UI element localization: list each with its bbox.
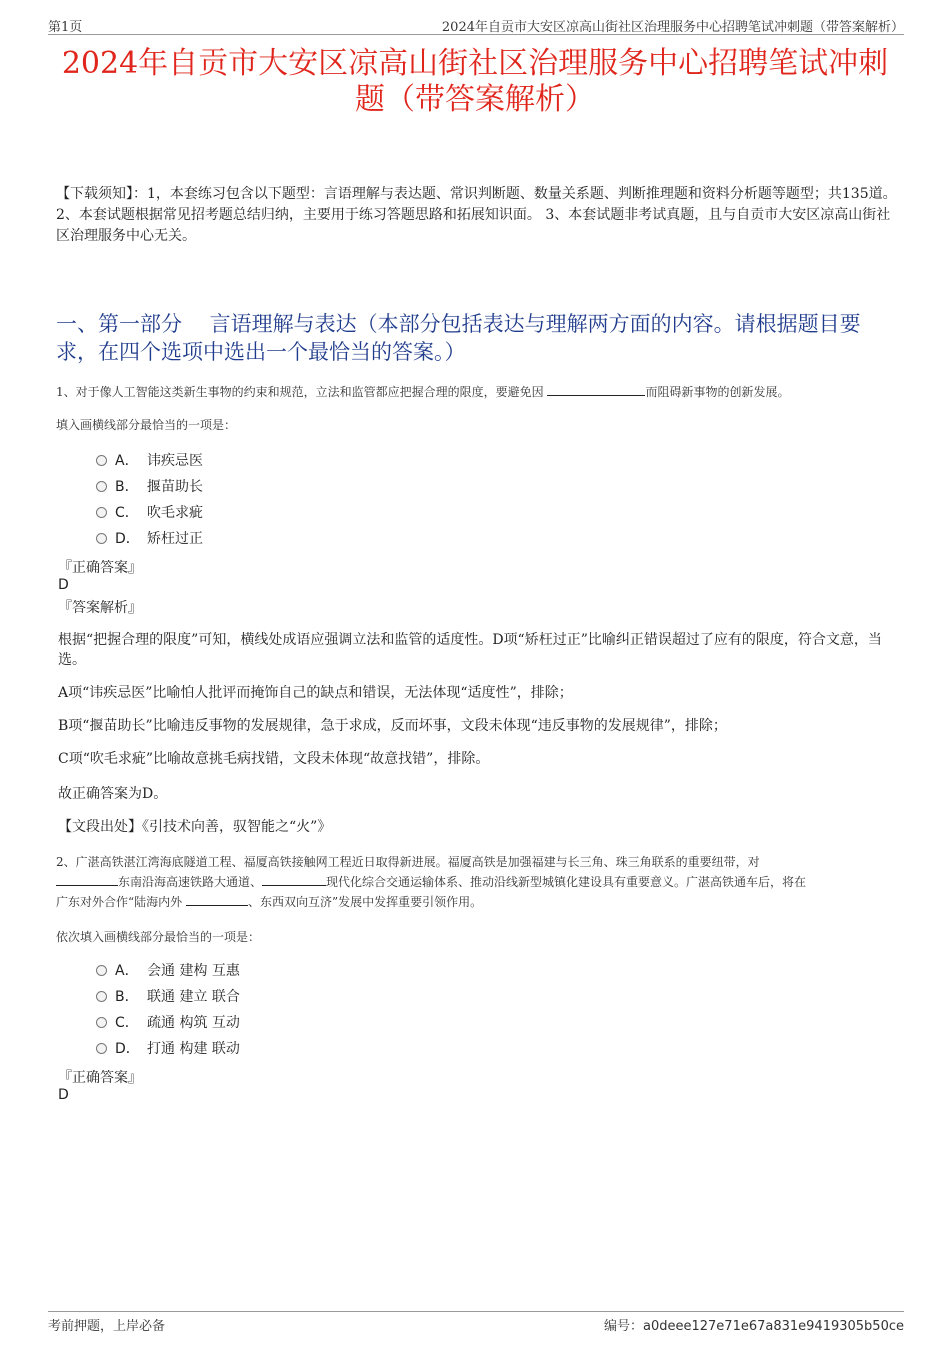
analysis-paragraph: B项“揠苗助长”比喻违反事物的发展规律，急于求成，反而坏事，文段未体现“违反事物的发展规律”，排除；: [58, 718, 727, 734]
footer-slogan: 考前押题，上岸必备: [48, 1319, 166, 1334]
question-2-answer: D: [58, 1087, 69, 1103]
page-number: 第1页: [48, 20, 83, 35]
radio-icon[interactable]: [96, 455, 107, 466]
question-2-prompt: 依次填入画横线部分最恰当的一项是：: [56, 930, 261, 944]
question-1-answer-label: 『正确答案』: [58, 560, 142, 576]
question-2-blank-2: [262, 873, 326, 886]
question-1-text: [56, 382, 894, 402]
question-1-text-part1: 1、对于像人工智能这类新生事物的约束和规范，立法和监管都应把握合理的限度，要避免因: [56, 385, 544, 399]
page-header: [48, 14, 904, 35]
radio-icon[interactable]: [96, 991, 107, 1002]
question-2-line-3: 广东对外合作“陆海内外 、东西双向互济”发展中发挥重要引领作用。: [56, 895, 483, 909]
question-2-blank-3: [186, 893, 248, 906]
question-1-blank: [547, 383, 645, 396]
question-2-option-d[interactable]: D． 打通 构建 联动: [96, 1039, 240, 1059]
question-1-option-b[interactable]: B． 揠苗助长: [96, 477, 203, 497]
analysis-paragraph: A项“讳疾忌医”比喻怕人批评而掩饰自己的缺点和错误，无法体现“适度性”，排除；: [58, 685, 573, 701]
question-1-option-d[interactable]: D． 矫枉过正: [96, 529, 203, 549]
question-2-text: [56, 852, 894, 912]
radio-icon[interactable]: [96, 1043, 107, 1054]
question-2-blank-1: [56, 873, 118, 886]
analysis-paragraph: 根据“把握合理的限度”可知，横线处成语应强调立法和监管的适度性。D项“矫枉过正”比喻纠正错误超过了应有的限度，符合文意，当选。: [58, 632, 882, 668]
question-1-analysis-label: 『答案解析』: [58, 600, 142, 616]
question-2-option-a[interactable]: A． 会通 建构 互惠: [96, 961, 240, 981]
question-2-answer-label: 『正确答案』: [58, 1070, 142, 1086]
page-footer: [48, 1311, 904, 1334]
radio-icon[interactable]: [96, 533, 107, 544]
download-notice: 【下载须知】：1，本套练习包含以下题型：言语理解与表达题、常识判断题、数量关系题、判断推理题和资料分析题等题型；共135道。 2、本套试题根据常见招考题总结归纳，主要用于练习答题思路和拓展知识面。 3、本套试题非考试真题，且与自贡市大安区凉高山街社区治理服务中心无关。: [56, 186, 897, 244]
question-1-prompt: 填入画横线部分最恰当的一项是：: [56, 418, 237, 432]
radio-icon[interactable]: [96, 507, 107, 518]
radio-icon[interactable]: [96, 1017, 107, 1028]
header-doc-title: 2024年自贡市大安区凉高山街社区治理服务中心招聘笔试冲刺题（带答案解析）: [441, 20, 904, 35]
radio-icon[interactable]: [96, 481, 107, 492]
question-1-text-part2: 而阻碍新事物的创新发展。: [645, 385, 790, 399]
document-title: 2024年自贡市大安区凉高山街社区治理服务中心招聘笔试冲刺题（带答案解析）: [61, 46, 889, 117]
question-2-line-2: 东南沿海高速铁路大通道、 现代化综合交通运输体系、推动沿线新型城镇化建设具有重要意义。广湛高铁通车后，将在: [56, 872, 894, 892]
question-1-option-a[interactable]: A． 讳疾忌医: [96, 451, 203, 471]
question-2-line-1: 2、广湛高铁湛江湾海底隧道工程、福厦高铁接触网工程近日取得新进展。福厦高铁是加强福建与长三角、珠三角联系的重要纽带，对: [56, 855, 760, 869]
question-2-option-b[interactable]: B． 联通 建立 联合: [96, 987, 240, 1007]
radio-icon[interactable]: [96, 965, 107, 976]
question-1-answer: D: [58, 577, 69, 593]
question-1-option-c[interactable]: C． 吹毛求疵: [96, 503, 203, 523]
question-2-option-c[interactable]: C． 疏通 构筑 互动: [96, 1013, 240, 1033]
document-code: 编号：a0deee127e71e67a831e9419305b50ce: [603, 1319, 904, 1334]
analysis-paragraph: 故正确答案为D。: [58, 786, 168, 802]
section-heading: 一、第一部分 言语理解与表达（本部分包括表达与理解两方面的内容。请根据题目要求，在四个选项中选出一个最恰当的答案。）: [56, 312, 861, 364]
analysis-paragraph: C项“吹毛求疵”比喻故意挑毛病找错，文段未体现“故意找错”，排除。: [58, 751, 490, 767]
source-citation: 【文段出处】《引技术向善，驭智能之“火”》: [58, 819, 332, 835]
